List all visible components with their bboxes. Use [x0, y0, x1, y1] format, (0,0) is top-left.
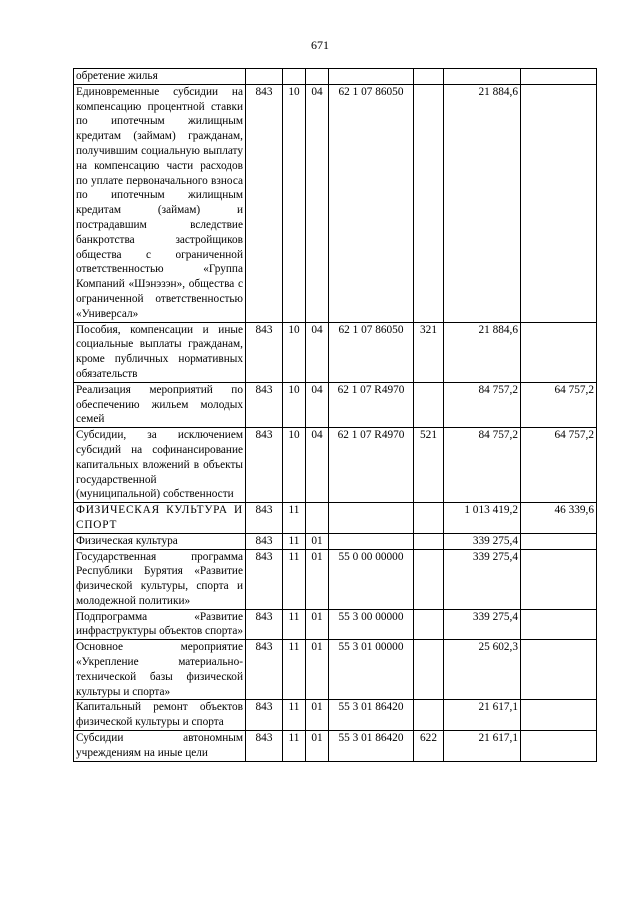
table-row — [74, 503, 597, 534]
cell-amount-2 — [521, 731, 597, 762]
cell-section: 11 — [283, 731, 306, 762]
cell-target-article: 55 3 00 00000 — [329, 609, 414, 640]
table-row — [74, 69, 597, 85]
cell-grbs-code: 843 — [246, 382, 283, 427]
table-row — [74, 609, 597, 640]
cell-expense-type — [414, 69, 444, 85]
cell-target-article: 55 0 00 00000 — [329, 549, 414, 609]
cell-subsection — [306, 69, 329, 85]
cell-expense-type: 622 — [414, 731, 444, 762]
cell-amount-2 — [521, 84, 597, 322]
table-row — [74, 428, 597, 503]
cell-expense-type — [414, 549, 444, 609]
cell-subsection: 04 — [306, 322, 329, 382]
cell-target-article: 55 3 01 86420 — [329, 700, 414, 731]
cell-amount-1: 339 275,4 — [444, 549, 521, 609]
cell-amount-1: 21 617,1 — [444, 731, 521, 762]
cell-grbs-code: 843 — [246, 549, 283, 609]
cell-target-article — [329, 69, 414, 85]
cell-subsection: 04 — [306, 84, 329, 322]
cell-target-article — [329, 533, 414, 549]
cell-target-article: 62 1 07 R4970 — [329, 382, 414, 427]
cell-section: 11 — [283, 503, 306, 534]
cell-name: Пособия, компенсации и иные социальные выплаты гражданам, кроме публичных нормативных обязательств — [74, 322, 246, 382]
cell-name: Основное мероприятие «Укрепление материально-технической базы физической культуры и спорта» — [74, 640, 246, 700]
cell-amount-2 — [521, 640, 597, 700]
cell-name: Физическая культура — [74, 533, 246, 549]
cell-section: 11 — [283, 533, 306, 549]
cell-grbs-code: 843 — [246, 533, 283, 549]
cell-target-article: 55 3 01 00000 — [329, 640, 414, 700]
cell-grbs-code: 843 — [246, 609, 283, 640]
cell-section: 11 — [283, 609, 306, 640]
cell-target-article: 62 1 07 86050 — [329, 322, 414, 382]
cell-amount-2: 46 339,6 — [521, 503, 597, 534]
cell-section: 10 — [283, 428, 306, 503]
cell-subsection: 01 — [306, 700, 329, 731]
cell-amount-1: 21 617,1 — [444, 700, 521, 731]
table-row — [74, 640, 597, 700]
cell-section: 10 — [283, 322, 306, 382]
table-row — [74, 549, 597, 609]
cell-name: Подпрограмма «Развитие инфраструктуры объектов спорта» — [74, 609, 246, 640]
cell-expense-type: 521 — [414, 428, 444, 503]
cell-amount-2 — [521, 609, 597, 640]
cell-subsection — [306, 503, 329, 534]
table-row — [74, 700, 597, 731]
cell-expense-type — [414, 609, 444, 640]
cell-grbs-code: 843 — [246, 428, 283, 503]
cell-section — [283, 69, 306, 85]
cell-amount-1 — [444, 69, 521, 85]
cell-amount-2 — [521, 700, 597, 731]
cell-section: 11 — [283, 549, 306, 609]
cell-expense-type — [414, 700, 444, 731]
cell-section: 10 — [283, 382, 306, 427]
cell-grbs-code: 843 — [246, 640, 283, 700]
cell-section: 11 — [283, 700, 306, 731]
cell-name: Единовременные субсидии на компенсацию процентной ставки по ипотечным жилищным кредитам (займам) гражданам, получившим социальную выплату на компенсацию части расходов по уплате первоначального взноса по ипотечным жилищным кредитам (займам) и пострадавшим вследствие банкротства застройщиков общества с ограниченной ответственностью «Группа Компаний «Шэнэзэн», общества с ограниченной ответственностью «Универсал» — [74, 84, 246, 322]
cell-amount-2 — [521, 69, 597, 85]
cell-amount-1: 339 275,4 — [444, 533, 521, 549]
cell-expense-type — [414, 503, 444, 534]
cell-subsection: 01 — [306, 533, 329, 549]
cell-amount-1: 339 275,4 — [444, 609, 521, 640]
cell-subsection: 04 — [306, 428, 329, 503]
table-row — [74, 533, 597, 549]
cell-subsection: 04 — [306, 382, 329, 427]
cell-subsection: 01 — [306, 609, 329, 640]
cell-subsection: 01 — [306, 549, 329, 609]
cell-amount-1: 21 884,6 — [444, 322, 521, 382]
cell-grbs-code: 843 — [246, 503, 283, 534]
cell-grbs-code — [246, 69, 283, 85]
cell-amount-1: 1 013 419,2 — [444, 503, 521, 534]
cell-amount-2 — [521, 533, 597, 549]
cell-expense-type — [414, 533, 444, 549]
cell-amount-1: 84 757,2 — [444, 428, 521, 503]
cell-amount-1: 21 884,6 — [444, 84, 521, 322]
cell-grbs-code: 843 — [246, 700, 283, 731]
cell-amount-1: 25 602,3 — [444, 640, 521, 700]
cell-name: Субсидии автономным учреждениям на иные цели — [74, 731, 246, 762]
cell-section: 11 — [283, 640, 306, 700]
budget-table — [73, 68, 597, 762]
page-number: 671 — [311, 38, 329, 52]
cell-target-article — [329, 503, 414, 534]
cell-expense-type — [414, 382, 444, 427]
cell-amount-2: 64 757,2 — [521, 428, 597, 503]
table-row — [74, 322, 597, 382]
cell-amount-2: 64 757,2 — [521, 382, 597, 427]
cell-target-article: 62 1 07 86050 — [329, 84, 414, 322]
cell-expense-type — [414, 84, 444, 322]
cell-grbs-code: 843 — [246, 84, 283, 322]
cell-expense-type: 321 — [414, 322, 444, 382]
cell-amount-1: 84 757,2 — [444, 382, 521, 427]
cell-name: Государственная программа Республики Бурятия «Развитие физической культуры, спорта и молодежной политики» — [74, 549, 246, 609]
table-row — [74, 84, 597, 322]
cell-name: Капитальный ремонт объектов физической культуры и спорта — [74, 700, 246, 731]
cell-section: 10 — [283, 84, 306, 322]
cell-grbs-code: 843 — [246, 731, 283, 762]
cell-subsection: 01 — [306, 640, 329, 700]
cell-target-article: 55 3 01 86420 — [329, 731, 414, 762]
table-row — [74, 731, 597, 762]
cell-name: Реализация мероприятий по обеспечению жильем молодых семей — [74, 382, 246, 427]
cell-target-article: 62 1 07 R4970 — [329, 428, 414, 503]
cell-amount-2 — [521, 322, 597, 382]
cell-name: ФИЗИЧЕСКАЯ КУЛЬТУРА И СПОРТ — [74, 503, 246, 534]
cell-grbs-code: 843 — [246, 322, 283, 382]
cell-expense-type — [414, 640, 444, 700]
cell-name: обретение жилья — [74, 69, 246, 85]
cell-subsection: 01 — [306, 731, 329, 762]
table-row — [74, 382, 597, 427]
cell-amount-2 — [521, 549, 597, 609]
cell-name: Субсидии, за исключением субсидий на софинансирование капитальных вложений в объекты государственной (муниципальной) собственности — [74, 428, 246, 503]
